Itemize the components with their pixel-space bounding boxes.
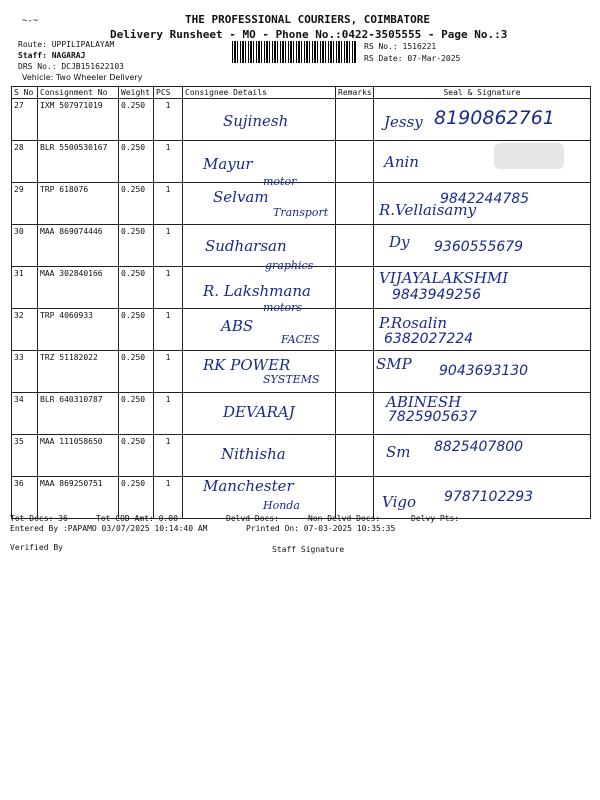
consignee-name-line2-handwriting: FACES bbox=[281, 333, 320, 346]
row-remarks bbox=[336, 393, 374, 435]
company-title: THE PROFESSIONAL COURIERS, COIMBATORE bbox=[185, 13, 431, 26]
table-row bbox=[12, 435, 591, 477]
consignee-name-handwriting: Mayur bbox=[203, 155, 253, 173]
row-weight: 0.250 bbox=[119, 99, 154, 141]
total-cod: Tot COD Amt: 0.00 bbox=[96, 514, 178, 523]
row-sno: 34 bbox=[12, 393, 38, 435]
row-sno: 32 bbox=[12, 309, 38, 351]
row-consignee bbox=[183, 267, 336, 314]
row-pcs: 1 bbox=[154, 309, 183, 351]
staff-label: Staff: NAGARAJ bbox=[18, 51, 86, 60]
row-sno: 29 bbox=[12, 183, 38, 225]
signature-handwriting: ABINESH bbox=[386, 393, 462, 411]
row-seal-signature bbox=[374, 435, 591, 477]
row-pcs: 1 bbox=[154, 477, 183, 519]
consignee-name-line2-handwriting: Honda bbox=[263, 499, 300, 512]
row-consignment-no: MAA 869250751 bbox=[38, 477, 119, 519]
phone-handwriting: 9842244785 bbox=[440, 191, 530, 207]
drs-number: DRS No.: DCJB151622103 bbox=[18, 62, 124, 71]
consignee-name-handwriting: Selvam bbox=[213, 188, 269, 206]
row-consignee bbox=[183, 99, 336, 141]
row-seal-signature bbox=[374, 225, 591, 267]
consignee-name-line2-handwriting: motors bbox=[263, 301, 302, 314]
table-row bbox=[12, 141, 591, 183]
row-seal-signature bbox=[374, 141, 591, 183]
row-weight: 0.250 bbox=[119, 183, 154, 225]
runsheet-subtitle: Delivery Runsheet - MO - Phone No.:0422-3505555 - Page No.:3 bbox=[110, 28, 508, 41]
row-sno: 35 bbox=[12, 435, 38, 477]
row-sno: 33 bbox=[12, 351, 38, 393]
signature-handwriting: Vigo bbox=[382, 493, 416, 511]
row-pcs: 1 bbox=[154, 435, 183, 477]
rs-number: RS No.: 1516221 bbox=[364, 42, 437, 51]
consignee-name-line2-handwriting: SYSTEMS bbox=[263, 373, 320, 386]
non-delivered-docs: Non Delvd Docs: bbox=[308, 514, 381, 523]
row-consignment-no: TRP 618076 bbox=[38, 183, 119, 225]
row-remarks bbox=[336, 99, 374, 141]
col-pcs: PCS bbox=[154, 87, 183, 99]
faded-stamp-icon bbox=[494, 143, 564, 169]
col-consignee: Consignee Details bbox=[183, 87, 336, 99]
vehicle-label: Vehicle: Two Wheeler Delivery bbox=[22, 73, 143, 82]
table-row bbox=[12, 99, 591, 141]
consignee-name-handwriting: R. Lakshmana bbox=[203, 282, 311, 300]
row-consignee bbox=[183, 183, 336, 225]
signature-handwriting: P.Rosalin bbox=[379, 314, 448, 332]
barcode-icon bbox=[232, 41, 356, 63]
verified-by: Verified By bbox=[10, 543, 63, 552]
consignee-name-line2-handwriting: graphics bbox=[265, 259, 314, 272]
row-consignment-no: IXM 507971019 bbox=[38, 99, 119, 141]
row-consignee bbox=[183, 309, 336, 351]
signature-handwriting: SMP bbox=[376, 355, 412, 373]
table-row bbox=[12, 183, 591, 225]
row-weight: 0.250 bbox=[119, 225, 154, 267]
row-remarks bbox=[336, 351, 374, 393]
table-row bbox=[12, 351, 591, 393]
row-consignee bbox=[183, 141, 336, 188]
row-sno: 30 bbox=[12, 225, 38, 267]
row-pcs: 1 bbox=[154, 351, 183, 393]
consignee-name-line2-handwriting: Transport bbox=[273, 206, 329, 219]
row-consignment-no: MAA 111058650 bbox=[38, 435, 119, 477]
row-sno: 27 bbox=[12, 99, 38, 141]
row-consignee bbox=[183, 225, 336, 272]
col-consignment: Consignment No bbox=[38, 87, 119, 99]
row-seal-signature bbox=[374, 267, 591, 309]
row-seal-signature bbox=[374, 99, 591, 141]
row-consignee bbox=[183, 393, 336, 435]
row-sno: 36 bbox=[12, 477, 38, 519]
consignee-name-handwriting: ABS bbox=[221, 317, 254, 335]
signature-handwriting: Anin bbox=[384, 153, 419, 171]
table-row bbox=[12, 309, 591, 351]
row-pcs: 1 bbox=[154, 99, 183, 141]
row-weight: 0.250 bbox=[119, 477, 154, 519]
row-weight: 0.250 bbox=[119, 267, 154, 309]
row-weight: 0.250 bbox=[119, 141, 154, 183]
table-row bbox=[12, 477, 591, 519]
row-weight: 0.250 bbox=[119, 309, 154, 351]
signature-handwriting: Sm bbox=[386, 443, 411, 461]
phone-handwriting: 8825407800 bbox=[434, 439, 524, 455]
row-consignee bbox=[183, 477, 336, 519]
consignee-name-handwriting: Manchester bbox=[203, 477, 294, 495]
row-remarks bbox=[336, 309, 374, 351]
row-weight: 0.250 bbox=[119, 351, 154, 393]
consignee-name-handwriting: DEVARAJ bbox=[223, 403, 295, 421]
row-pcs: 1 bbox=[154, 393, 183, 435]
row-pcs: 1 bbox=[154, 141, 183, 183]
row-remarks bbox=[336, 267, 374, 309]
row-consignment-no: MAA 302840166 bbox=[38, 267, 119, 309]
rs-date: RS Date: 07-Mar-2025 bbox=[364, 54, 461, 63]
delivery-points: Delvy Pts: bbox=[411, 514, 460, 523]
row-remarks bbox=[336, 225, 374, 267]
total-docs: Tot Docs: 36 bbox=[10, 514, 68, 523]
phone-handwriting: 7825905637 bbox=[388, 409, 478, 425]
row-remarks bbox=[336, 141, 374, 183]
route-label: Route: UPPILIPALAYAM bbox=[18, 40, 115, 49]
runsheet-table bbox=[11, 86, 591, 519]
signature-handwriting: R.Vellaisamy bbox=[379, 201, 477, 219]
row-seal-signature bbox=[374, 477, 591, 519]
corner-mark: ~-~ bbox=[22, 16, 39, 26]
phone-handwriting: 9043693130 bbox=[439, 363, 529, 379]
table-header-row bbox=[12, 87, 591, 99]
row-remarks bbox=[336, 435, 374, 477]
col-remarks: Remarks bbox=[336, 87, 374, 99]
staff-signature: Staff Signature bbox=[272, 545, 345, 554]
row-consignee bbox=[183, 435, 336, 477]
row-seal-signature bbox=[374, 309, 591, 351]
table-row bbox=[12, 267, 591, 309]
row-sno: 28 bbox=[12, 141, 38, 183]
signature-handwriting: Jessy bbox=[384, 113, 423, 131]
row-pcs: 1 bbox=[154, 183, 183, 225]
row-pcs: 1 bbox=[154, 267, 183, 309]
signature-handwriting: Dy bbox=[389, 233, 410, 251]
row-consignment-no: TRZ 51182022 bbox=[38, 351, 119, 393]
consignee-name-handwriting: RK POWER bbox=[203, 356, 291, 374]
printed-on: Printed On: 07-03-2025 10:35:35 bbox=[246, 524, 396, 533]
col-sno: S No bbox=[12, 87, 38, 99]
signature-handwriting: VIJAYALAKSHMI bbox=[379, 269, 509, 287]
row-seal-signature bbox=[374, 351, 591, 393]
consignee-name-line2-handwriting: motor bbox=[263, 175, 297, 188]
row-consignment-no: BLR 5500530167 bbox=[38, 141, 119, 183]
delivered-docs: Delvd Docs: bbox=[226, 514, 279, 523]
col-signature: Seal & Signature bbox=[374, 87, 591, 99]
row-remarks bbox=[336, 477, 374, 519]
row-consignment-no: MAA 869074446 bbox=[38, 225, 119, 267]
phone-handwriting: 9843949256 bbox=[392, 287, 482, 303]
phone-handwriting: 9360555679 bbox=[434, 239, 524, 255]
col-weight: Weight bbox=[119, 87, 154, 99]
consignee-name-handwriting: Nithisha bbox=[221, 445, 286, 463]
consignee-name-handwriting: Sujinesh bbox=[223, 112, 289, 130]
consignee-name-handwriting: Sudharsan bbox=[205, 237, 287, 255]
row-consignee bbox=[183, 351, 336, 393]
row-pcs: 1 bbox=[154, 225, 183, 267]
phone-handwriting: 8190862761 bbox=[434, 107, 555, 129]
row-seal-signature bbox=[374, 393, 591, 435]
row-consignment-no: BLR 640310787 bbox=[38, 393, 119, 435]
table-row bbox=[12, 225, 591, 267]
row-sno: 31 bbox=[12, 267, 38, 309]
row-remarks bbox=[336, 183, 374, 225]
phone-handwriting: 6382027224 bbox=[384, 331, 474, 347]
phone-handwriting: 9787102293 bbox=[444, 489, 534, 505]
table-row bbox=[12, 393, 591, 435]
row-seal-signature bbox=[374, 183, 591, 225]
row-weight: 0.250 bbox=[119, 435, 154, 477]
entered-by: Entered By :PAPAMO 03/07/2025 10:14:40 AM bbox=[10, 524, 208, 533]
row-consignment-no: TRP 4060933 bbox=[38, 309, 119, 351]
row-weight: 0.250 bbox=[119, 393, 154, 435]
